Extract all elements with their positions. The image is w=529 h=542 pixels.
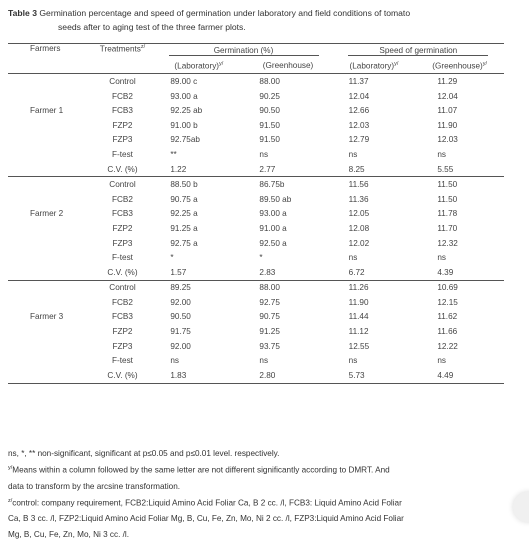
table-row <box>8 280 504 295</box>
germ-greenhouse-cell: 92.50 a <box>259 238 287 248</box>
table-row <box>8 118 504 133</box>
header-germ-laboratory: (Laboratory)$^{y/}$ <box>174 61 224 71</box>
treatment-cell: Control <box>109 76 136 86</box>
farmer-cell <box>8 280 91 295</box>
treatment-cell: C.V. (%) <box>107 267 138 277</box>
speed-greenhouse-cell: 11.70 <box>437 223 458 233</box>
farmer-cell <box>8 236 91 251</box>
farmer-cell <box>8 74 91 89</box>
treatment-cell: FCB2 <box>112 297 133 307</box>
note-treatments-cont1: Ca, B 3 cc. /l, FZP2:Liquid Amino Acid Foliar Mg, B, Cu, Fe, Zn, Mo, Ni 2 cc. /l, FZP3:Liquid Amino Acid Foliar <box>8 514 404 524</box>
table-row <box>8 162 504 177</box>
germ-greenhouse-cell: 92.75 <box>259 297 280 307</box>
germ-greenhouse-cell: * <box>259 253 263 263</box>
header-row-1 <box>8 44 504 59</box>
germ-greenhouse-cell: 90.50 <box>259 106 280 116</box>
note-significance: ns, *, ** non-significant, significant at p≤0.05 and p≤0.01 level. respectively. <box>8 449 280 458</box>
treatment-cell: FCB3 <box>112 106 133 116</box>
farmer-cell <box>8 221 91 236</box>
speed-lab-cell: 5.73 <box>333 368 416 383</box>
table-row <box>8 221 504 236</box>
germ-lab-cell: 91.25 a <box>170 223 198 233</box>
table-notes <box>8 446 508 542</box>
table-row <box>8 339 504 354</box>
speed-greenhouse-cell: 12.32 <box>437 238 458 248</box>
speed-lab-cell: 12.04 <box>348 91 370 101</box>
treatment-cell: FZP2 <box>112 120 133 130</box>
speed-greenhouse-cell: 12.03 <box>437 135 458 145</box>
farmer-cell: Farmer 2 <box>30 209 64 219</box>
speed-lab-cell: 12.08 <box>348 223 370 233</box>
header-speed: Speed of germination <box>333 44 504 59</box>
table-row <box>8 177 504 192</box>
speed-greenhouse-cell: 11.07 <box>437 106 458 116</box>
speed-lab-cell: 8.25 <box>348 164 365 174</box>
table-row <box>8 295 504 310</box>
header-speed-greenhouse: (Greenhouse)$^{y/}$ <box>432 61 488 71</box>
caption-text-line2: seeds after to aging test of the three farmer plots. <box>58 22 246 32</box>
table-row <box>8 265 504 280</box>
speed-greenhouse-cell: 11.50 <box>415 177 504 192</box>
germ-greenhouse-cell: 93.75 <box>259 341 280 351</box>
germ-lab-cell: 1.57 <box>170 267 187 277</box>
germ-lab-cell: 92.25 a <box>170 209 198 219</box>
table-row <box>8 74 504 89</box>
farmer-cell <box>8 89 91 104</box>
speed-greenhouse-cell: 11.50 <box>437 194 458 204</box>
table-body <box>8 74 504 383</box>
caption-text-line1: Germination percentage and speed of germination under laboratory and field conditions of tomato <box>39 8 411 18</box>
treatment-cell: FCB3 <box>112 209 133 219</box>
treatment-cell: FCB2 <box>112 91 133 101</box>
speed-greenhouse-cell: 4.39 <box>437 267 454 277</box>
farmer-cell <box>8 177 91 192</box>
germ-lab-cell: ** <box>170 149 177 159</box>
germ-lab-cell: 92.75 a <box>170 238 198 248</box>
speed-lab-cell: 6.72 <box>348 267 365 277</box>
speed-lab-cell: 12.66 <box>348 106 370 116</box>
speed-lab-cell: 11.56 <box>333 177 416 192</box>
table-row <box>8 147 504 162</box>
speed-lab-cell: 11.36 <box>348 194 369 204</box>
floating-widget[interactable] <box>513 492 529 522</box>
germ-greenhouse-cell: 88.00 <box>243 280 332 295</box>
farmer-cell <box>8 353 91 368</box>
header-germination: Germination (%) <box>154 44 332 59</box>
speed-greenhouse-cell: ns <box>437 356 446 366</box>
table-row <box>8 192 504 207</box>
speed-greenhouse-cell: ns <box>437 253 446 263</box>
germ-lab-cell: ns <box>170 356 179 366</box>
table-row <box>8 353 504 368</box>
speed-greenhouse-cell: 4.49 <box>415 368 504 383</box>
germ-lab-cell: 89.00 c <box>170 76 198 86</box>
farmer-cell <box>8 339 91 354</box>
farmer-cell <box>8 324 91 339</box>
speed-lab-cell: ns <box>348 149 358 159</box>
germ-lab-cell: 89.25 <box>154 280 243 295</box>
germ-lab-cell: 92.25 ab <box>170 106 203 116</box>
germ-lab-cell: 91.75 <box>170 327 191 337</box>
speed-lab-cell: 12.03 <box>348 120 370 130</box>
speed-greenhouse-cell: 12.04 <box>437 91 458 101</box>
speed-lab-cell: 11.26 <box>333 280 416 295</box>
table-caption <box>8 6 508 34</box>
table-row <box>8 89 504 104</box>
table-row <box>8 207 504 222</box>
speed-greenhouse-cell: ns <box>437 149 446 159</box>
speed-lab-cell: ns <box>348 356 358 366</box>
speed-lab-cell: 12.55 <box>348 341 370 351</box>
germ-lab-cell: 92.75ab <box>170 135 200 145</box>
speed-greenhouse-cell: 10.69 <box>415 280 504 295</box>
treatment-cell: FZP2 <box>112 327 133 337</box>
farmer-cell <box>8 265 91 280</box>
speed-lab-cell: 11.12 <box>348 327 369 337</box>
germ-greenhouse-cell: 91.25 <box>259 327 280 337</box>
treatment-cell: Control <box>91 177 155 192</box>
germ-greenhouse-cell: 86.75b <box>243 177 332 192</box>
table-row <box>8 236 504 251</box>
farmer-cell <box>8 147 91 162</box>
germ-greenhouse-cell: 90.75 <box>259 312 280 322</box>
header-farmers: Farmers <box>30 44 61 53</box>
treatment-cell: FCB2 <box>112 194 133 204</box>
header-treatments: Treatments$^{z/}$ <box>99 44 146 54</box>
treatment-cell: FZP3 <box>112 341 133 351</box>
speed-greenhouse-cell: 5.55 <box>437 164 454 174</box>
germ-greenhouse-cell: 2.80 <box>243 368 332 383</box>
speed-greenhouse-cell: 11.66 <box>437 327 458 337</box>
germ-greenhouse-cell: 2.83 <box>259 267 276 277</box>
germ-lab-cell: 92.00 <box>170 341 191 351</box>
germ-lab-cell: 91.00 b <box>170 120 198 130</box>
table-row <box>8 324 504 339</box>
farmer-cell <box>8 162 91 177</box>
treatment-cell: FZP2 <box>112 223 133 233</box>
germ-greenhouse-cell: 2.77 <box>259 164 276 174</box>
note-treatments: $^{z/}$control: company requirement, FCB2:Liquid Amino Acid Foliar Ca, B 2 cc. /l, FCB3: Liquid Amino Acid Foliar <box>8 497 402 508</box>
note-dmrt: $^{y/}$Means within a column followed by the same letter are not different significantly according to DMRT. And <box>8 465 390 476</box>
speed-lab-cell: 11.44 <box>348 312 369 322</box>
speed-lab-cell: 11.37 <box>348 76 369 86</box>
germ-greenhouse-cell: 93.00 a <box>259 209 287 219</box>
table-row <box>8 310 504 325</box>
treatment-cell: C.V. (%) <box>91 368 155 383</box>
results-table <box>8 43 504 384</box>
table-label: Table 3 <box>8 8 37 18</box>
farmer-cell <box>8 250 91 265</box>
treatment-cell: FZP3 <box>112 238 133 248</box>
speed-greenhouse-cell: 11.78 <box>437 209 458 219</box>
germ-greenhouse-cell: 90.25 <box>259 91 280 101</box>
treatment-cell: Control <box>91 280 155 295</box>
speed-greenhouse-cell: 11.62 <box>437 312 458 322</box>
header-germ-greenhouse: (Greenhouse) <box>262 61 314 71</box>
germ-lab-cell: 93.00 a <box>170 91 198 101</box>
farmer-cell <box>8 295 91 310</box>
speed-lab-cell: 12.02 <box>348 238 370 248</box>
farmer-cell: Farmer 1 <box>30 106 64 116</box>
germ-greenhouse-cell: 91.50 <box>259 135 280 145</box>
treatment-cell: C.V. (%) <box>107 164 138 174</box>
farmer-cell <box>8 368 91 383</box>
germ-lab-cell: 90.50 <box>170 312 191 322</box>
speed-greenhouse-cell: 11.90 <box>437 120 458 130</box>
farmer-cell <box>8 133 91 148</box>
speed-greenhouse-cell: 11.29 <box>437 76 458 86</box>
germ-greenhouse-cell: 88.00 <box>259 76 280 86</box>
treatment-cell: F-test <box>112 356 133 366</box>
germ-greenhouse-cell: 91.00 a <box>259 223 287 233</box>
germ-lab-cell: 1.83 <box>154 368 243 383</box>
farmer-cell: Farmer 3 <box>30 312 64 322</box>
germ-lab-cell: 88.50 b <box>154 177 243 192</box>
germ-greenhouse-cell: 91.50 <box>259 120 280 130</box>
treatment-cell: F-test <box>112 149 133 159</box>
speed-lab-cell: 12.05 <box>348 209 370 219</box>
treatment-cell: FZP3 <box>112 135 133 145</box>
germ-greenhouse-cell: 89.50 ab <box>259 194 292 204</box>
header-speed-laboratory: (Laboratory)$^{y/}$ <box>349 61 399 71</box>
table-row <box>8 368 504 383</box>
speed-lab-cell: 12.79 <box>348 135 370 145</box>
germ-lab-cell: 90.75 a <box>170 194 198 204</box>
note-dmrt-cont: data to transform by the arcsine transformation. <box>8 481 181 491</box>
farmer-cell <box>8 118 91 133</box>
speed-greenhouse-cell: 12.22 <box>437 341 458 351</box>
treatment-cell: FCB3 <box>112 312 133 322</box>
table-row <box>8 250 504 265</box>
germ-lab-cell: * <box>170 253 174 263</box>
speed-greenhouse-cell: 12.15 <box>437 297 458 307</box>
speed-lab-cell: ns <box>348 253 358 263</box>
speed-lab-cell: 11.90 <box>348 297 369 307</box>
note-treatments-cont2: Mg, B, Cu, Fe, Zn, Mo, Ni 3 cc. /l. <box>8 529 130 539</box>
farmer-cell <box>8 192 91 207</box>
table-row <box>8 133 504 148</box>
germ-lab-cell: 92.00 <box>170 297 191 307</box>
germ-greenhouse-cell: ns <box>259 356 269 366</box>
table-row <box>8 103 504 118</box>
germ-greenhouse-cell: ns <box>259 149 269 159</box>
germ-lab-cell: 1.22 <box>170 164 187 174</box>
treatment-cell: F-test <box>112 253 133 263</box>
